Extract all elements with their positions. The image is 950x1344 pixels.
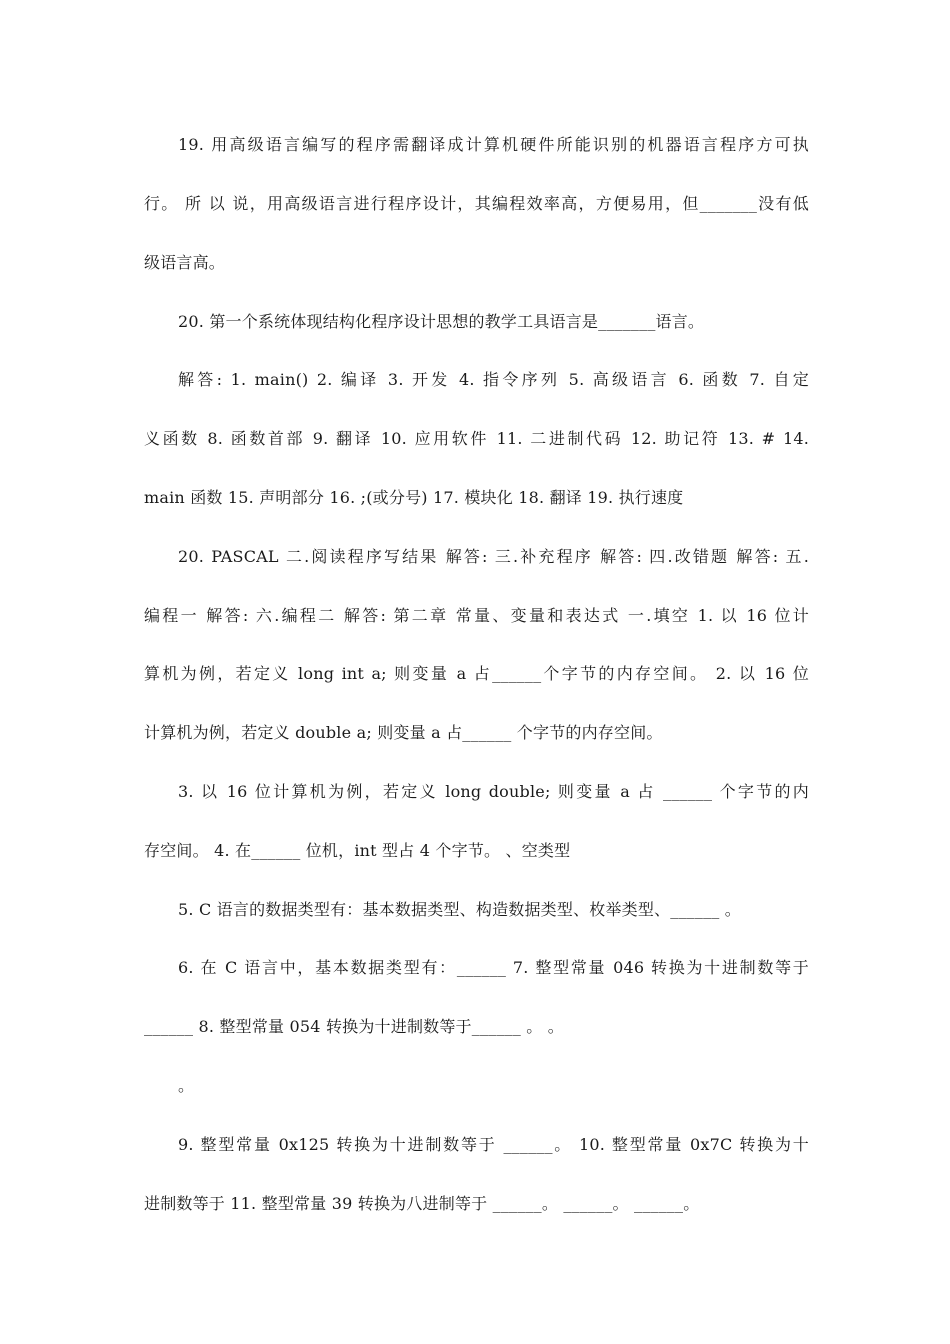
paragraph-line: 义函数 8. 函数首部 9. 翻译 10. 应用软件 11. 二进制代码 12. 助记符 13. # 14. <box>144 429 809 448</box>
paragraph-line: 。 <box>178 1076 195 1095</box>
paragraph-line: 解答: 1. main() 2. 编译 3. 开发 4. 指令序列 5. 高级语言 6. 函数 7. 自定 <box>178 370 809 389</box>
paragraph-line: 进制数等于 11. 整型常量 39 转换为八进制等于 ______。 ______。 ______。 <box>144 1194 700 1213</box>
paragraph-line: 6. 在 C 语言中，基本数据类型有：______ 7. 整型常量 046 转换为十进制数等于 <box>178 958 809 977</box>
paragraph-line: main 函数 15. 声明部分 16. ;(或分号) 17. 模块化 18. 翻译 19. 执行速度 <box>144 488 684 507</box>
paragraph-line: ______ 8. 整型常量 054 转换为十进制数等于______ 。 。 <box>144 1017 564 1036</box>
paragraph-line: 行。 所 以 说，用高级语言进行程序设计，其编程效率高，方便易用，但_______没有低 <box>144 194 809 213</box>
paragraph-line: 级语言高。 <box>144 253 226 272</box>
paragraph-line: 算机为例，若定义 long int a; 则变量 a 占______个字节的内存空间。 2. 以 16 位 <box>144 664 809 683</box>
paragraph-line: 20. PASCAL 二.阅读程序写结果 解答: 三.补充程序 解答: 四.改错题 解答: 五. <box>178 547 809 566</box>
paragraph-line: 20. 第一个系统体现结构化程序设计思想的教学工具语言是_______语言。 <box>178 312 705 331</box>
paragraph-line: 3. 以 16 位计算机为例，若定义 long double; 则变量 a 占 ______ 个字节的内 <box>178 782 809 801</box>
paragraph-line: 编程一 解答: 六.编程二 解答: 第二章 常量、变量和表达式 一.填空 1. 以 16 位计 <box>144 606 809 625</box>
paragraph-line: 存空间。 4. 在______ 位机，int 型占 4 个字节。 、空类型 <box>144 841 571 860</box>
paragraph-line: 9. 整型常量 0x125 转换为十进制数等于 ______。 10. 整型常量 0x7C 转换为十 <box>178 1135 809 1154</box>
paragraph-line: 19. 用高级语言编写的程序需翻译成计算机硬件所能识别的机器语言程序方可执 <box>178 135 809 154</box>
paragraph-line: 5. C 语言的数据类型有：基本数据类型、构造数据类型、枚举类型、______ 。 <box>178 900 741 919</box>
paragraph-line: 计算机为例，若定义 double a; 则变量 a 占______ 个字节的内存空间。 <box>144 723 663 742</box>
